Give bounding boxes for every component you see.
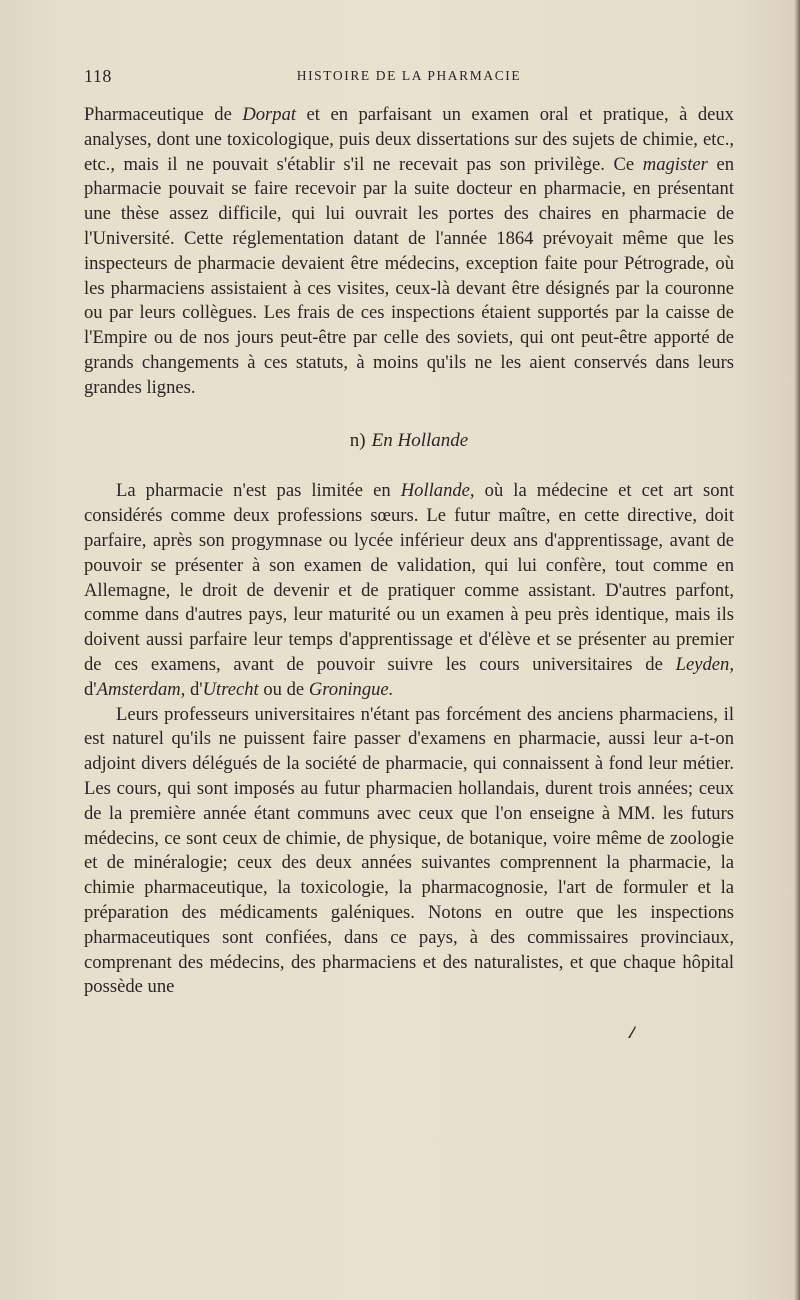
italic-run: Groningue.: [308, 678, 394, 700]
body-text: [84, 103, 734, 1000]
paragraph: Leurs professeurs universitaires n'étant pas forcément des anciens pharmaciens, il est naturel qu'ils ne puissent faire passer d'examens en pharmacie, aussi leur a-t-on adjoint divers délégués de la société de pharmacie, qui connaissent à fond leur métier. Les cours, qui sont imposés au futur pharmacien hollandais, durent trois années; ceux de la première année étant communs avec ceux que l'on enseigne à MM. les futurs médecins, ce sont ceux de chimie, de physique, de botanique, voire même de zoologie et de minéralogie; ceux des deux années suivantes comprennent la pharmacie, la chimie pharmaceutique, la toxicologie, la pharmacognosie, l'art de formuler et la préparation des médicaments galéniques. Notons en outre que les inspections pharmaceutiques sont confiées, dans ce pays, à des commissaires provinciaux, comprenant des médecins, des pharmaciens et des naturalistes, et que chaque hôpital possède une: [84, 703, 734, 998]
section-heading: [84, 429, 734, 454]
text-run: Pharmaceutique de: [84, 104, 243, 125]
text-run: d': [84, 678, 97, 700]
italic-run: Hollande,: [400, 480, 475, 502]
text-run: où la médecine et cet art sont considérés comme deux professions sœurs. Le futur maître, en cette directive, doit parfaire, après son progymnase ou lycée inférieur deux ans d'apprentissage, avant de pouvoir se présenter à son examen de validation, qui lui confère, tout comme en Allemagne, le droit de devenir et de pratiquer comme assistant. D'autres parfont, comme dans d'autres pays, leur maturité ou un examen à peu près identique, mais ils doivent aussi parfaire leur temps d'apprentissage et d'élève et se présenter au premier de ces examens, avant de pouvoir suivre les cours universitaires de: [84, 480, 734, 675]
paragraph: [84, 479, 734, 702]
italic-run: Dorpat: [242, 104, 297, 125]
section-title: En Hollande: [371, 429, 469, 451]
page-number: 118: [84, 66, 112, 86]
page-edge-shadow: [794, 0, 800, 1300]
text-run: en pharmacie pouvait se faire recevoir par la suite docteur en pharmacie, en présentant une thèse assez difficile, qui lui ouvrait les portes des chaires en pharmacie de l'Université. Cette réglementation datant de l'année 1864 prévoyait même que les inspecteurs de pharmacie devaient être médecins, exception faite pour Pétrograde, où les pharmaciens assistaient à ces visites, ceux-là devant être désignés par la couronne ou par leurs collègues. Les frais de ces inspections étaient supportés par la caisse de l'Empire ou de nos jours peut-être par celle des soviets, qui ont peut-être apporté de grands changements à ces statuts, à moins qu'ils ne les aient conservés dans leurs grandes lignes.: [84, 153, 734, 398]
italic-run: Leyden,: [675, 653, 734, 675]
paragraph-continued: [84, 103, 734, 401]
text-run: ou de: [258, 678, 309, 700]
italic-run: magister: [642, 153, 708, 175]
page-header: [84, 66, 734, 90]
italic-run: Utrecht: [202, 678, 259, 700]
text-run: La pharmacie n'est pas limitée en: [116, 480, 401, 502]
section-letter: n): [349, 429, 366, 451]
text-run: et en parfaisant un examen oral et pratique, à deux analyses, dont une toxicologique, puis deux dissertations sur des sujets de chimie, etc., etc., mais il ne pouvait s'établir s'il ne recevait pas son privilège. Ce: [84, 104, 734, 175]
text-run: d': [185, 678, 203, 700]
running-title: HISTOIRE DE LA PHARMACIE: [296, 68, 522, 83]
italic-run: Amsterdam,: [96, 678, 186, 700]
ink-mark-icon: [624, 1024, 640, 1040]
